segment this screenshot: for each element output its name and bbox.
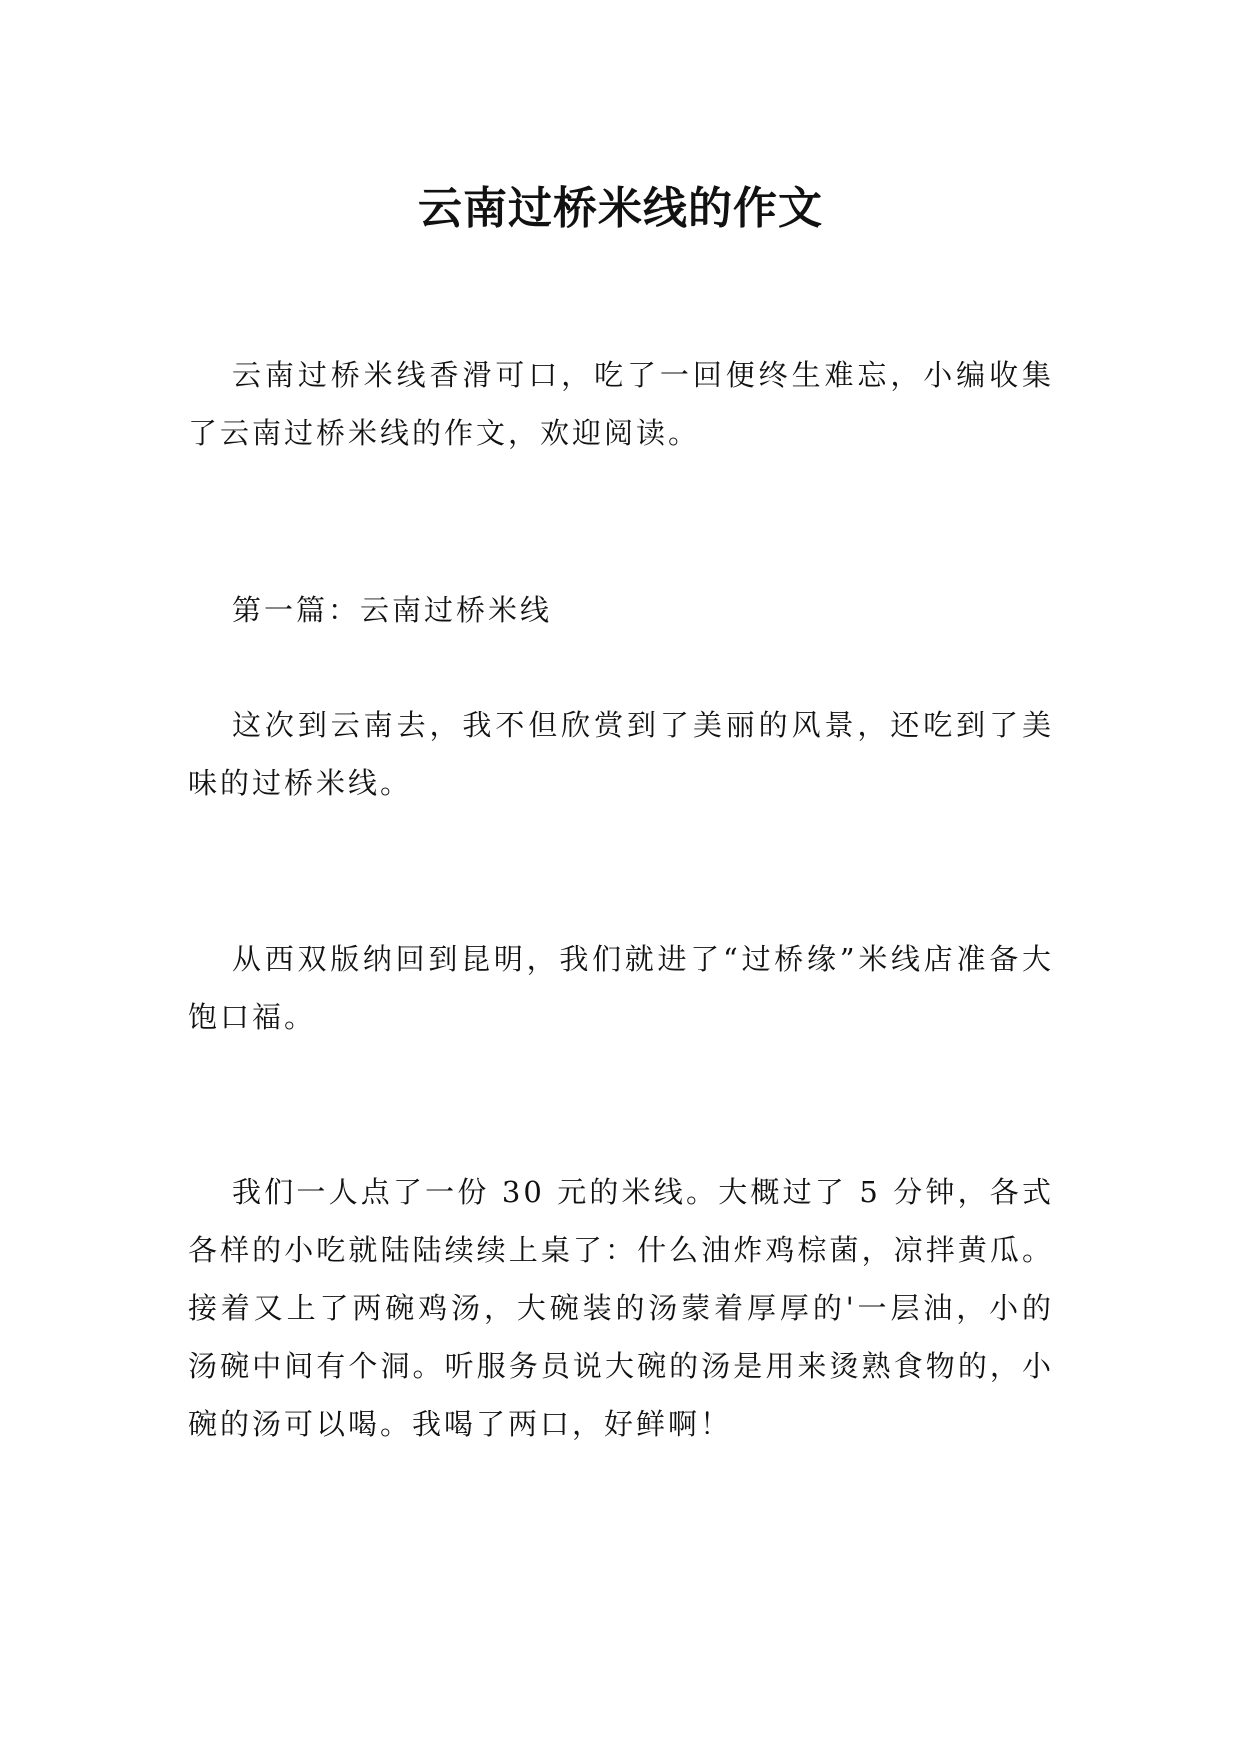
intro-paragraph: 云南过桥米线香滑可口，吃了一回便终生难忘，小编收集了云南过桥米线的作文，欢迎阅读。 xyxy=(188,358,1054,450)
section-heading: 第一篇：云南过桥米线 xyxy=(232,593,553,627)
body-paragraph: 这次到云南去，我不但欣赏到了美丽的风景，还吃到了美味的过桥米线。 xyxy=(188,708,1054,800)
body-paragraph: 我们一人点了一份 30 元的米线。大概过了 5 分钟，各式各样的小吃就陆陆续续上桌了：什么油炸鸡棕菌，凉拌黄瓜。接着又上了两碗鸡汤，大碗装的汤蒙着厚厚的'一层油，小的汤碗中间有个洞。听服务员说大碗的汤是用来烫熟食物的，小碗的汤可以喝。我喝了两口，好鲜啊！ xyxy=(188,1175,1054,1441)
body-paragraph: 从西双版纳回到昆明，我们就进了“过桥缘”米线店准备大饱口福。 xyxy=(188,942,1054,1034)
document-title: 云南过桥米线的作文 xyxy=(418,183,823,235)
